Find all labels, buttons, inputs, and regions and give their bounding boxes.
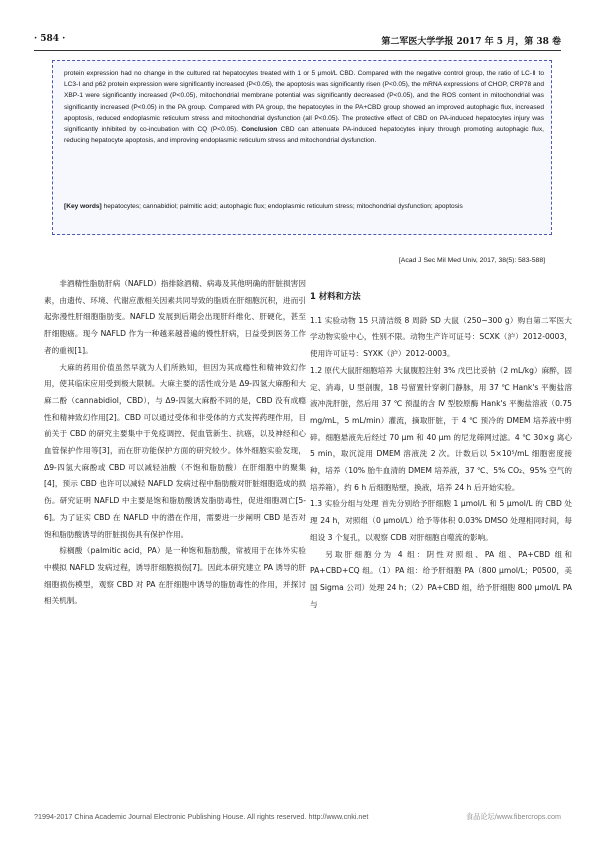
methods-paragraph: 1.2 原代大鼠肝细胞培养 大鼠腹腔注射 3% 戊巴比妥钠（2 mL/kg）麻醉，固定、消毒，U 型剖腹，18 号留置针穿刺门静脉，用 37 ℃ Hank's 平衡盐溶液冲洗肝脏，然后用 37 ℃ 预温的含 Ⅳ 型胶原酶 Hank's 平衡盐溶液（0.75 mg/mL，5 mL/min）灌流，摘取肝脏，于 4 ℃ 预冷的 DMEM 培养液中剪碎。细胞悬液先后经过 70 μm 和 40 μm 的尼龙筛网过滤。4 ℃ 30×g 离心 5 min，取沉淀用 DMEM 溶液洗 2 次。计数后以 5×10⁵/mL 细胞密度接种，培养（10% 胎牛血清的 DMEM 培养液，37 ℃、5% CO₂、95% 空气的培养箱），约 6 h 后细胞贴壁，换液，培养 24 h 后开始实验。 [310, 365, 572, 492]
intro-paragraph: 大麻的药用价值虽然早就为人们所熟知，但因为其成瘾性和精神致幻作用，使其临床应用受到极大限制。大麻主要的活性成分是 Δ9-四氢大麻酚和大麻二酚（cannabidiol，CBD），与 Δ9-四氢大麻酚不同的是，CBD 没有成瘾性和精神致幻作用[2]。CBD 可以通过受体和非受体的方式发挥药理作用，目前关于 CBD 的研究主要集中于免疫调控、促血管新生、抗癌，以及神经和心血管保护作用等[3]，而在肝功能保护方面的研究较少。体外细胞实验发现，Δ9-四氢大麻酚或 CBD 可以减轻油酸（不饱和脂肪酸）在肝细胞中的聚集[4]，预示 CBD 也许可以减轻 NAFLD 发病过程中脂肪酸对肝脏细胞造成的损伤。研究证明 NAFLD 中主要是饱和脂肪酸诱发脂肪毒性，促进细胞凋亡[5-6]。为了证实 CBD 在 NAFLD 中的潜在作用，需要进一步阐明 CBD 是否对饱和脂肪酸诱导的肝脏损伤具有保护作用。 [44, 362, 306, 539]
page-number: · 584 · [34, 34, 66, 44]
conclusion-label: Conclusion [241, 126, 278, 134]
right-column [310, 288, 572, 613]
citation: [Acad J Sec Mil Med Univ, 2017, 38(5): 583-588] [398, 257, 545, 264]
abstract-text [64, 68, 544, 146]
intro-paragraph: 非酒精性脂肪肝病（NAFLD）指排除酒精、病毒及其他明确的肝脏损害因素，由遗传、环境、代谢应激相关因素共同导致的脂质在肝细胞沉积，进而引起弥漫性肝细胞脂肪变。NAFLD 发展到后期会出现肝纤维化、肝硬化，甚至肝细胞癌。现今 NAFLD 作为一种越来越普遍的慢性肝病，日益受到医务工作者的重视[1]。 [44, 279, 306, 355]
intro-paragraph: 棕榈酸（palmitic acid，PA）是一种饱和脂肪酸，常被用于在体外实验中模拟 NAFLD 发病过程，诱导肝细胞损伤[7]。因此本研究建立 PA 诱导的肝细胞损伤模型，观察 CBD 对 PA 在肝细胞中诱导的脂肪毒性的作用，并探讨相关机制。 [44, 546, 306, 606]
methods-paragraph: 1.1 实验动物 15 只清洁级 8 周龄 SD 大鼠（250~300 g）购自第二军医大学动物实验中心，性别不限。动物生产许可证号：SCXK（沪）2012-0003，使用许可证号：SYXK（沪）2012-0003。 [310, 315, 572, 359]
watermark-text: 食品论坛/www.fibercrops.com [465, 812, 561, 821]
section-title: 1 材料和方法 [310, 291, 361, 301]
page-header [34, 32, 561, 50]
keywords-text: hepatocytes; cannabidiol; palmitic acid; autophagic flux; endoplasmic reticulum stress; mitochondrial dysfunction; apoptosis [103, 203, 463, 210]
conclusion-text: CBD can attenuate PA-induced hepatocytes injury through promoting autophagic flux, reducing hepatocyte apoptosis, and improving endoplasmic reticulum stress and mitochondrial dysfunction. [64, 126, 544, 145]
abstract-body: protein expression had no change in the cultured rat hepatocytes treated with 1 or 5 μmol/L CBD. Compared with the negative control group, the ratio of LC-Ⅱ to LC3-Ⅰ and p62 protein expression were significantly increased (P<0.05), the apoptosis was significantly risen (P<0.05), the mRNA expressions of CHOP, CRP78 and XBP-1 were significantly increased (P<0.05), mitochondrial membrane potential was significantly decreased (P<0.05), and the ROS content in mitochondrial was significantly increased (P<0.05) in the PA group. Compared with PA group, the hepatocytes in the PA+CBD group showed an improved autophagic flux, increased apoptosis, reduced endoplasmic reticulum stress and mitochondrial dysfunction (all P<0.05). The protective effect of CBD on PA-induced hepatocytes injury was significantly inhibited by co-incubation with CQ (P<0.05). [64, 70, 544, 134]
journal-name: 第二军医大学学报 2017 年 5 月，第 38 卷 [381, 37, 561, 47]
copyright-text: ?1994-2017 China Academic Journal Electronic Publishing House. All rights reserved. http://www.cnki.net [34, 812, 369, 821]
methods-paragraph: 1.3 实验分组与处理 首先分别给予肝细胞 1 μmol/L 和 5 μmol/L 的 CBD 处理 24 h，对照组（0 μmol/L）给予等体积 0.03% DMSO 处理相同时间，每组设 3 个复孔，以观察 CDB 对肝细胞自噬流的影响。 [310, 499, 572, 542]
header-divider [34, 50, 561, 51]
keywords-label: [Key words] [64, 203, 102, 210]
methods-paragraph: 另取肝细胞分为 4 组：阴性对照组、PA 组、PA+CBD 组和 PA+CBD+CQ 组。（1）PA 组：给予肝细胞 PA（800 μmol/L；P0500，美国 Sigma 公司）处理 24 h；（2）PA+CBD 组，给予肝细胞 800 μmol/L PA 与 [310, 549, 572, 609]
keywords [64, 201, 544, 212]
left-column [44, 276, 306, 610]
